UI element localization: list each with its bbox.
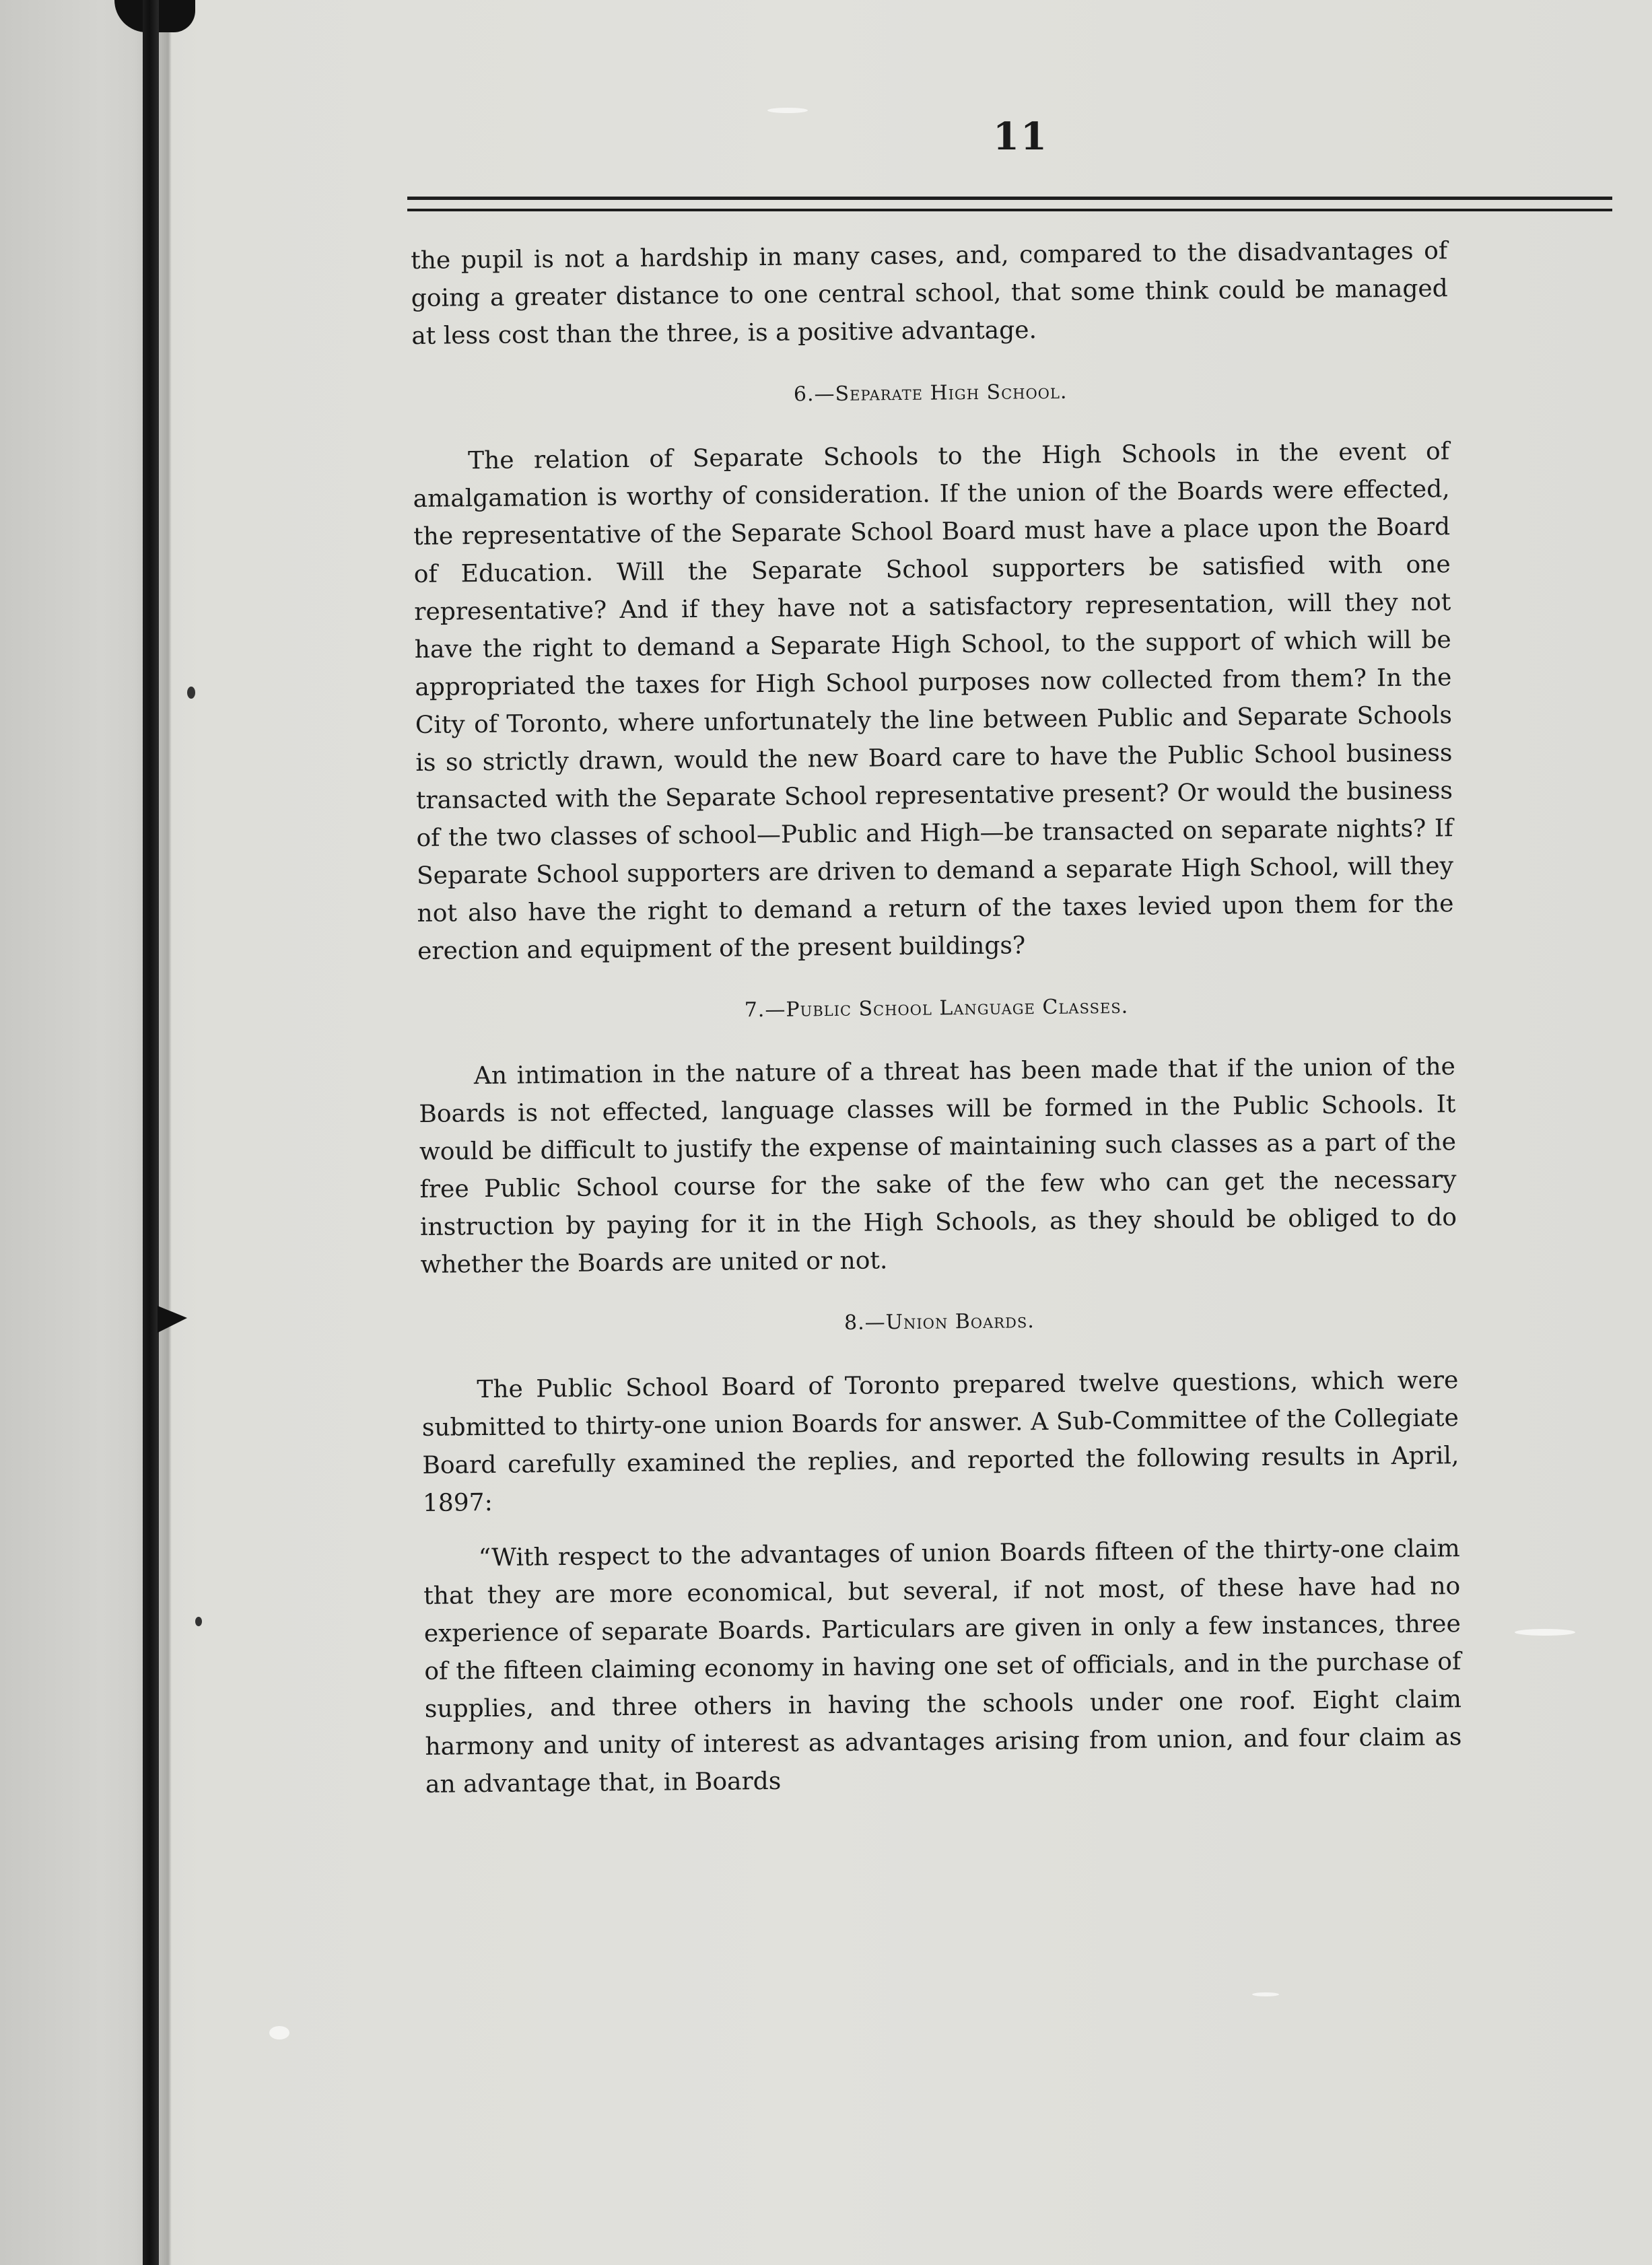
paragraph-continued: the pupil is not a hardship in many cases, and, compared to the disadvantages of going a greater distance to one central school, that some think could be managed at less cost than the three, is a positive advantage. — [411, 237, 1448, 350]
paragraph: The Public School Board of Toronto prepared twelve questions, which were submitted to thirty-one union Boards for answer. A Sub-Committee of the Collegiate Board carefully examined the replies, and reported the following results in April, 1897: — [421, 1366, 1459, 1517]
quoted-paragraph: “With respect to the advantages of union Boards fifteen of the thirty-one claim that they are more economical, but several, if not most, of these have had no experience of separate Boards. Particulars are given in only a few instances, three of the fifteen claiming economy in having one set of officials, and in the purchase of supplies, and three others in having the schools under one roof. Eight claim harmony and unity of interest as advantages arising from union, and four claim as an advantage that, in Boards — [423, 1535, 1462, 1799]
body-text — [411, 232, 1462, 1821]
section-heading: 6.—Separate High School. — [793, 380, 1068, 407]
section-heading: 8.—Union Boards. — [844, 1309, 1035, 1335]
header-rule — [407, 197, 1612, 200]
section-heading: 7.—Public School Language Classes. — [744, 994, 1129, 1022]
spine-edge — [143, 0, 159, 2265]
page-number: 11 — [993, 114, 1048, 159]
paragraph: An intimation in the nature of a threat has been made that if the union of the Boards is not effected, language classes will be formed in the Public Schools. It would be difficult to justify the expense of maintaining such classes as a part of the free Public School course for the sake of the few who can get the necessary instruction by paying for it in the High Schools, as they should be obliged to do whether the Boards are united or not. — [419, 1053, 1457, 1279]
header-rule — [407, 209, 1612, 211]
paragraph: The relation of Separate Schools to the High Schools in the event of amalgamation is worthy of consideration. If the union of the Boards were effected, the representative of the Separate School Board must have a place upon the Board of Education. Will the Separate School supporters be satisfied with one representative? And if they have not a satisfactory representation, will they not have the right to demand a Separate High School, to the support of which will be appropriated the taxes for High School purposes now collected from them? In the City of Toronto, where unfortunately the line between Public and Separate Schools is so strictly drawn, would the new Board care to have the Public School business transacted with the Separate School representative present? Or would the business of the two classes of school—Public and High—be transacted on separate nights? If Separate School supporters are driven to demand a separate High School, will they not also have the right to demand a return of the taxes levied upon them for the erection and equipment of the present buildings? — [413, 438, 1454, 965]
